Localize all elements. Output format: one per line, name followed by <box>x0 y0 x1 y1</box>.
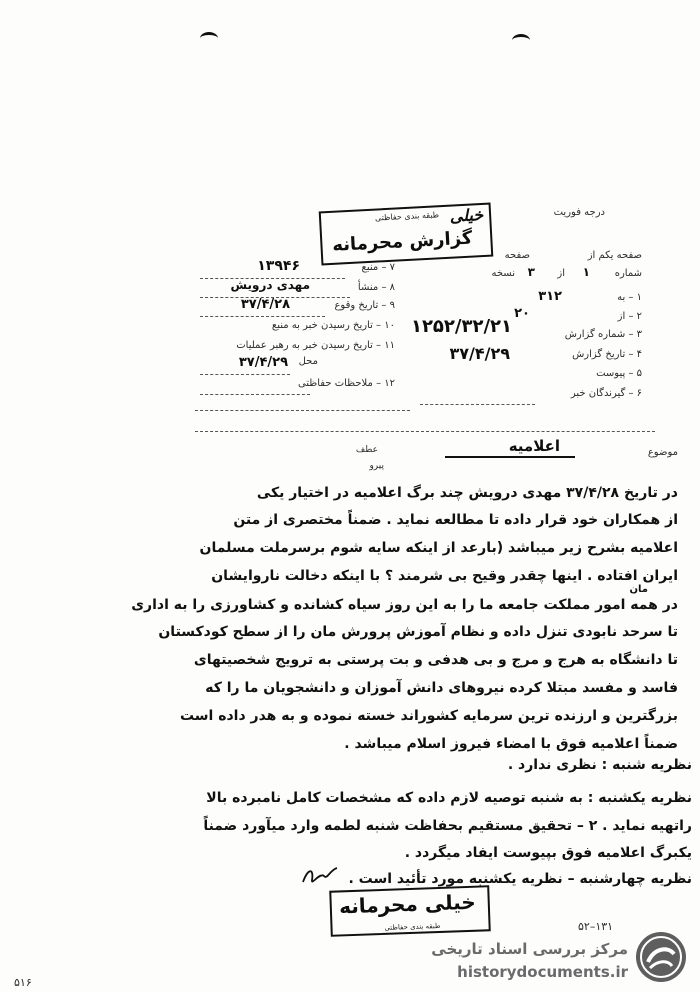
classification-stamp <box>319 203 494 266</box>
body-insert-note: مان <box>629 584 648 595</box>
body-line: تا دانشگاه به هرج و مرج و بی هدفی و بت پرستی به ترویج شخصیتهای <box>193 652 678 668</box>
watermark-url: historydocuments.ir <box>457 963 628 981</box>
form-line <box>420 404 535 405</box>
field-attachment-label: ۵ – پیوست <box>596 368 642 379</box>
stamp-handwritten-level: خیلی <box>449 204 484 226</box>
punch-hole-mark <box>200 32 218 45</box>
punch-hole-mark <box>512 34 530 47</box>
signature-mark <box>300 862 340 890</box>
form-line <box>200 297 350 298</box>
body-line: از همکاران خود قرار داده تا مطالعه نماید . ضمناً مختصری از متن <box>233 512 678 528</box>
opinion-line: نظریه یکشنبه : به شنبه توصیه لازم داده که مشخصات کامل نامبرده بالا <box>206 790 692 806</box>
body-line: در همه امور مملکت جامعه ما را به این روز سیاه کشانده و کشاورزی را به اداری <box>131 597 678 613</box>
bottom-stamp-text: خیلی محرمانه <box>338 889 477 919</box>
body-line: ضمناً اعلامیه فوق با امضاء فیروز اسلام میباشد . <box>344 736 678 752</box>
field-source-received-label: ۱۰ – تاریخ رسیدن خبر به منبع <box>271 320 395 331</box>
field-receivers-label: ۶ – گیرندگان خبر <box>570 388 642 399</box>
field-event-date-label: ۹ – تاریخ وقوع <box>334 300 395 311</box>
copy-number-label: شماره <box>614 268 642 279</box>
body-line: ایران افتاده . اینها چقدر وقیح بی شرمند ؟ با اینکه دخالت ناروایشان <box>211 568 678 584</box>
field-report-date-value: ۳۷/۴/۲۹ <box>449 344 510 363</box>
page-number: ۵۱۶ <box>14 976 32 989</box>
field-place-value: ۳۷/۴/۲۹ <box>238 355 288 370</box>
copy-of-label: از <box>557 268 565 279</box>
body-line: بزرگترین و ارزنده ترین سرمایه کشوراند خسته نموده و به هدر داده است <box>179 708 678 724</box>
subject-underline <box>445 456 575 458</box>
form-line <box>200 374 290 375</box>
form-line <box>200 316 325 317</box>
page-count-label: صفحه یکم از <box>587 250 642 261</box>
field-security-notes-label: ۱۲ – ملاحظات حفاظتی <box>297 378 395 389</box>
field-recipient-value: ۳۱۲ <box>538 289 562 304</box>
opinion-line: نظریه چهارشنبه – نظریه یکشنبه مورد تأئید است . <box>348 871 692 887</box>
priority-label: درجه فوریت <box>553 207 605 218</box>
reference-label: عطف <box>355 445 378 455</box>
opinion-line: نظریه شنبه : نظری ندارد . <box>507 757 692 773</box>
field-source-label: ۷ – منبع <box>361 262 395 273</box>
field-report-number-label: ۳ – شماره گزارش <box>564 329 642 340</box>
watermark-name: مرکز بررسی اسناد تاریخی <box>431 940 628 958</box>
subject-value: اعلامیه <box>508 437 560 455</box>
field-recipient-label: ۱ – به <box>617 292 642 303</box>
form-line <box>200 278 345 279</box>
body-line: در تاریخ ۳۷/۴/۲۸ مهدی درویش چند برگ اعلامیه در اختیار یکی <box>256 485 678 501</box>
field-origin-label: ۸ – منشأ <box>357 282 395 293</box>
bottom-classification-stamp <box>329 885 491 937</box>
body-line: تا سرحد نابودی تنزل داده و نظام آموزش پرورش مان را از سطح کودکستان <box>158 624 678 640</box>
field-place-label: محل <box>298 356 318 367</box>
stamp-classification-label: طبقه بندی حفاظتی <box>374 210 440 223</box>
field-event-date-value: ۳۷/۴/۲۸ <box>240 297 290 312</box>
body-line: فاسد و مفسد مبتلا کرده نیروهای دانش آموزان و دانشجویان ما را که <box>205 680 678 696</box>
field-origin-value: مهدی درویش <box>230 278 310 292</box>
bottom-stamp-classification-label: طبقه بندی حفاظتی <box>384 921 441 932</box>
form-line <box>195 431 655 432</box>
field-sender-value: ۲۰ <box>514 306 530 321</box>
copy-number-value: ۱ <box>582 265 590 279</box>
body-line: اعلامیه بشرح زیر میباشد (بارعد از اینکه سایه شوم برسرملت مسلمان <box>199 540 678 556</box>
form-line <box>195 410 410 411</box>
field-source-value: ۱۳۹۴۶ <box>257 258 300 274</box>
page-count-suffix: صفحه <box>504 250 530 261</box>
watermark-logo-icon <box>634 930 688 984</box>
field-operations-received-label: ۱۱ – تاریخ رسیدن خبر به رهبر عملیات <box>236 340 395 351</box>
copy-suffix-label: نسخه <box>491 268 515 279</box>
field-report-number-value: ۱۲۵۲/۳۲/۲۱ <box>410 316 512 337</box>
copy-total-value: ۳ <box>527 265 535 279</box>
stamp-text: گزارش محرمانه <box>331 227 473 256</box>
document-code: ۵۲–۱۳۱ <box>578 920 614 933</box>
opinion-line: یکبرگ اعلامیه فوق بپیوست ایفاد میگردد . <box>404 845 692 861</box>
field-report-date-label: ۴ – تاریخ گزارش <box>572 349 642 360</box>
follow-up-label: پیرو <box>369 461 384 471</box>
subject-label: موضوع <box>647 447 678 458</box>
opinion-line: راتهیه نماید . ۲ – تحقیق مستقیم بحفاظت شنبه لطمه وارد میآورد ضمناً <box>203 818 692 834</box>
field-sender-label: ۲ – از <box>617 311 642 322</box>
form-line <box>200 394 310 395</box>
